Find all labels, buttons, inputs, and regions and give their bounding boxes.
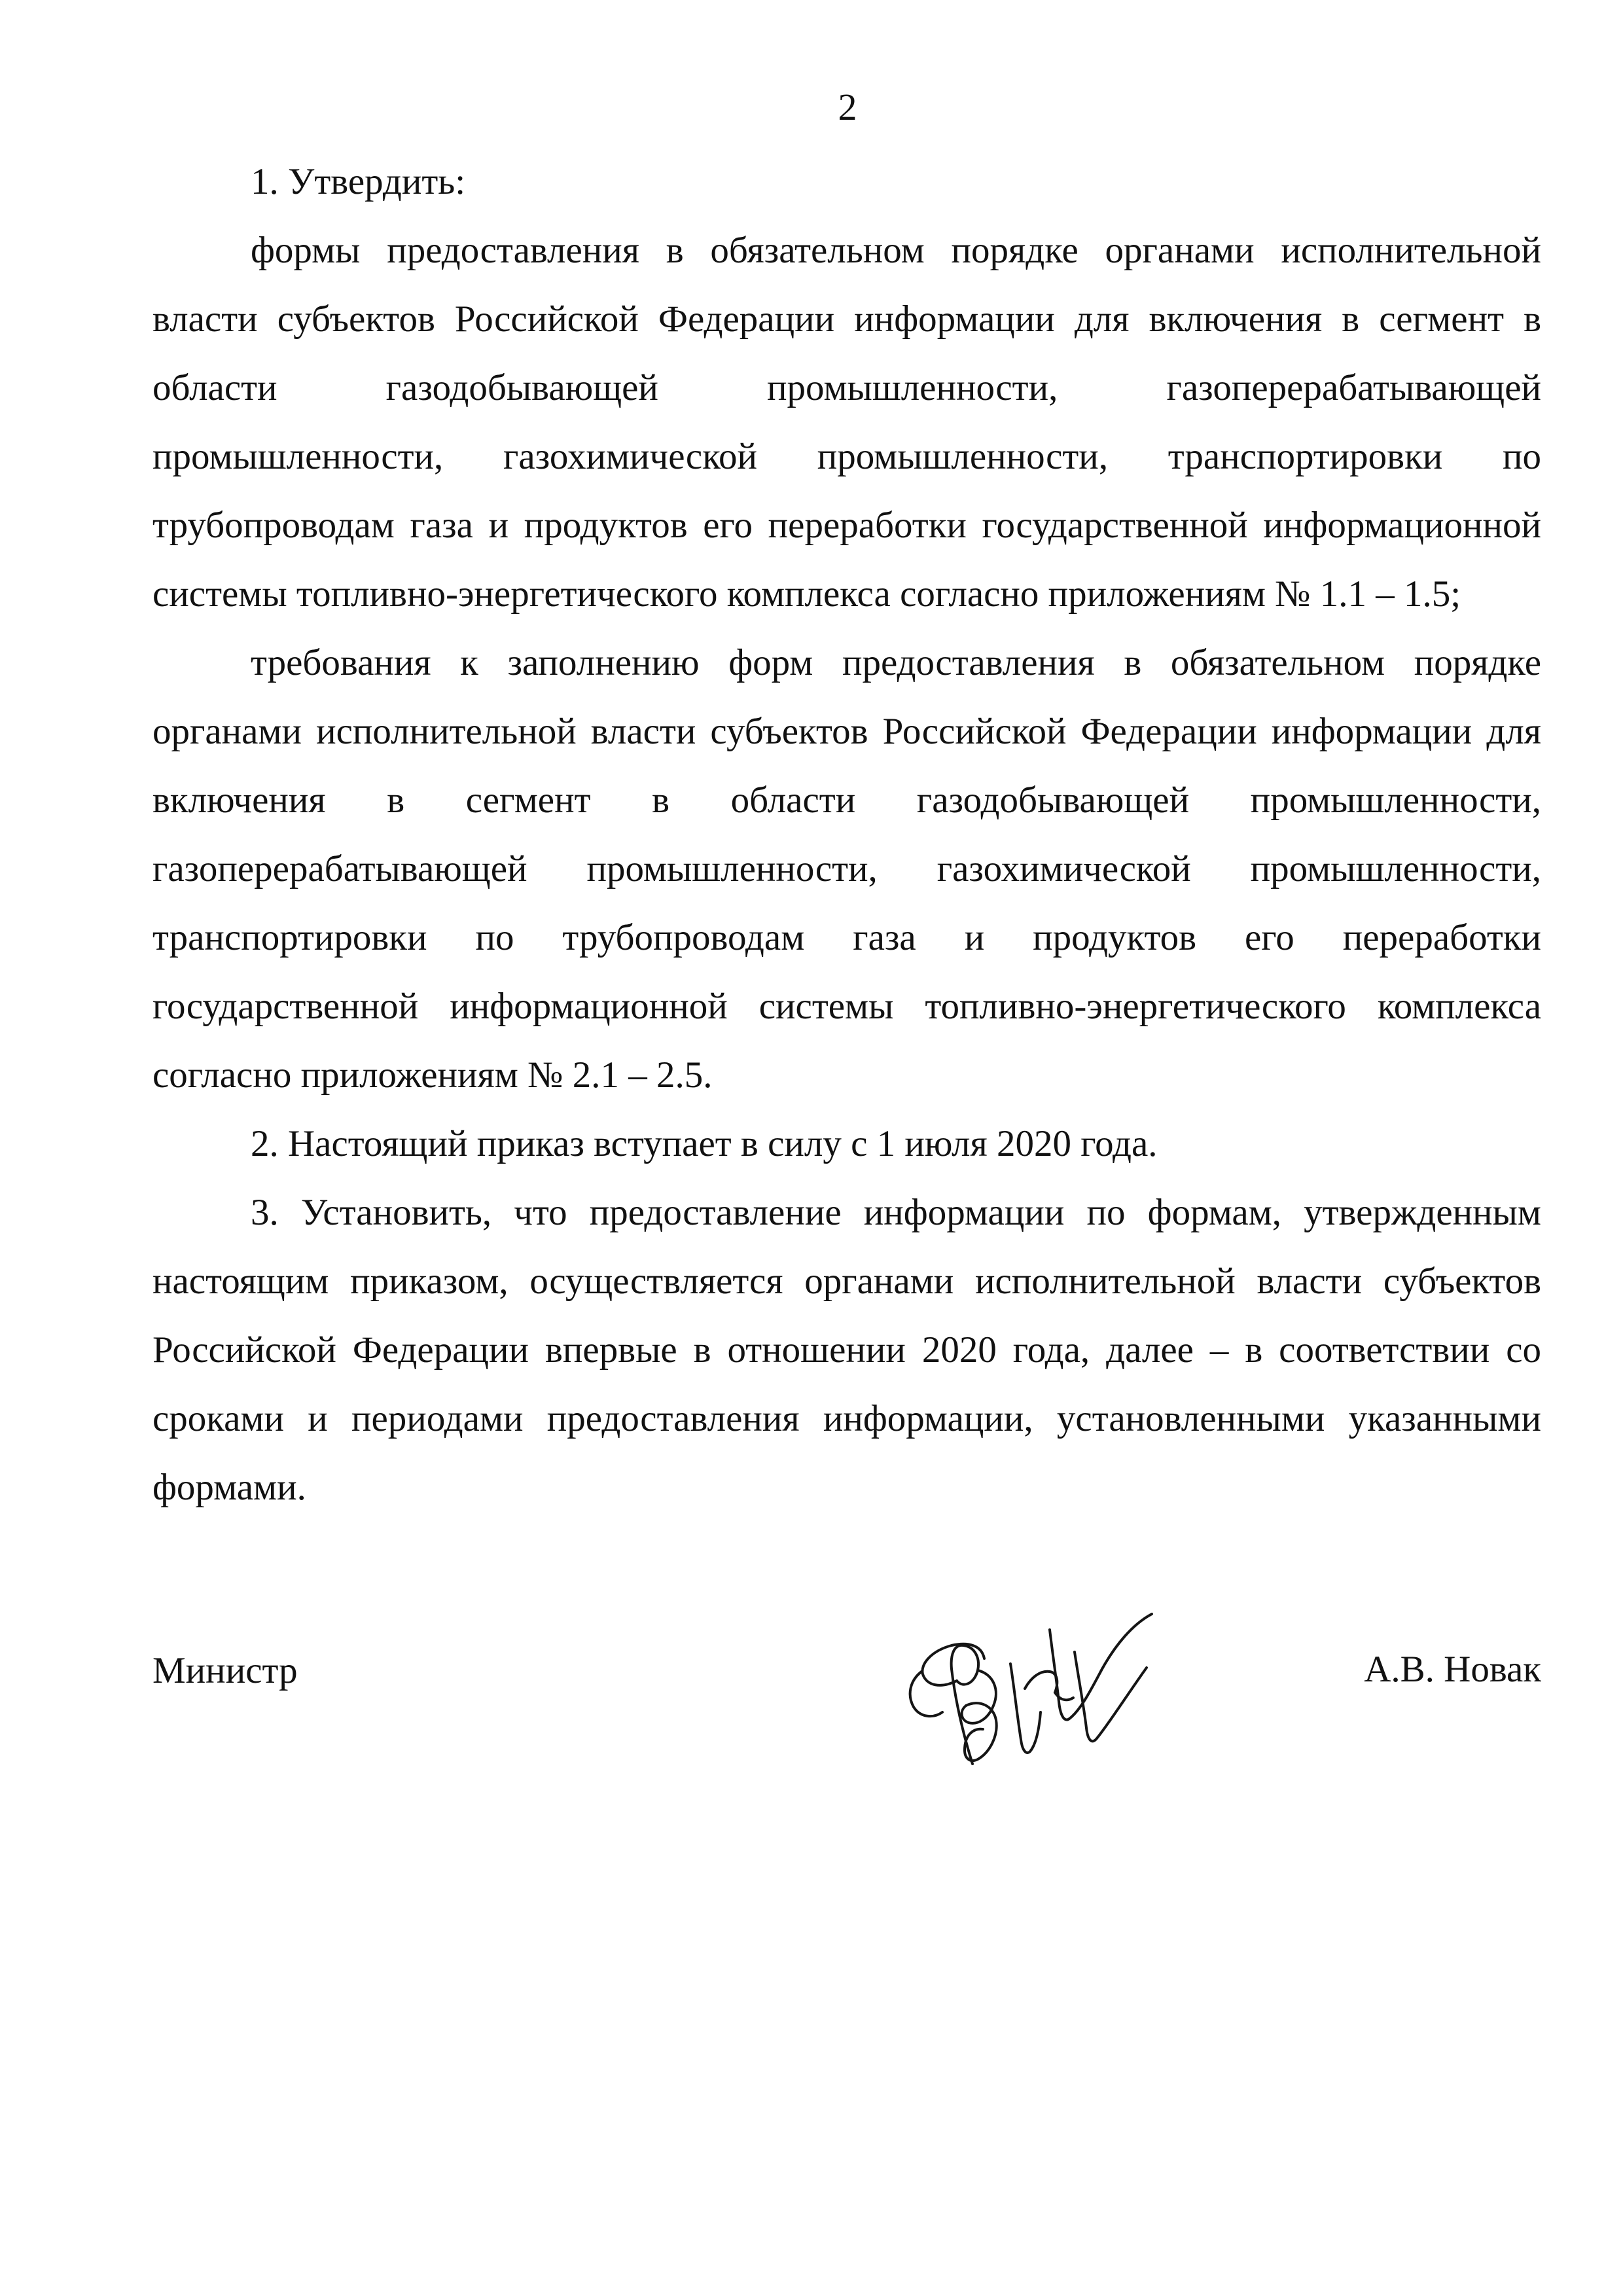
signer-name: А.В. Новак [1364,1649,1541,1690]
paragraph-forms: формы предоставления в обязательном порядке органами исполнительной власти субъектов Российской Федерации информации для включения в сегмент в области газодобывающей промышленности, газоперерабатывающей промышленности, газохимической промышленности, транспортировки по трубопроводам газа и продуктов его переработки государственной информационной системы топливно-энергетического комплекса согласно приложениям № 1.1 – 1.5; [152,230,1541,615]
paragraph-approve-heading: 1. Утвердить: [251,161,466,202]
paragraph-requirements: требования к заполнению форм предоставления в обязательном порядке органами исполнительной власти субъектов Российской Федерации информации для включения в сегмент в области газодобывающей промышленности, газоперерабатывающей промышленности, газохимической промышленности, транспортировки по трубопроводам газа и продуктов его переработки государственной информационной системы топливно-энергетического комплекса согласно приложениям № 2.1 – 2.5. [152,642,1541,1096]
document-body [152,147,1541,1522]
paragraph-reporting-terms: 3. Установить, что предоставление информации по формам, утвержденным настоящим приказом, осуществляется органами исполнительной власти субъектов Российской Федерации впервые в отношении 2020 года, далее – в соответствии со сроками и периодами предоставления информации, установленными указанными формами. [152,1192,1541,1508]
handwritten-signature [895,1590,1170,1787]
page-number: 2 [838,86,857,128]
paragraph-effective-date: 2. Настоящий приказ вступает в силу с 1 июля 2020 года. [251,1123,1158,1164]
signature-block [152,1597,1541,1793]
signer-title: Министр [152,1650,298,1691]
